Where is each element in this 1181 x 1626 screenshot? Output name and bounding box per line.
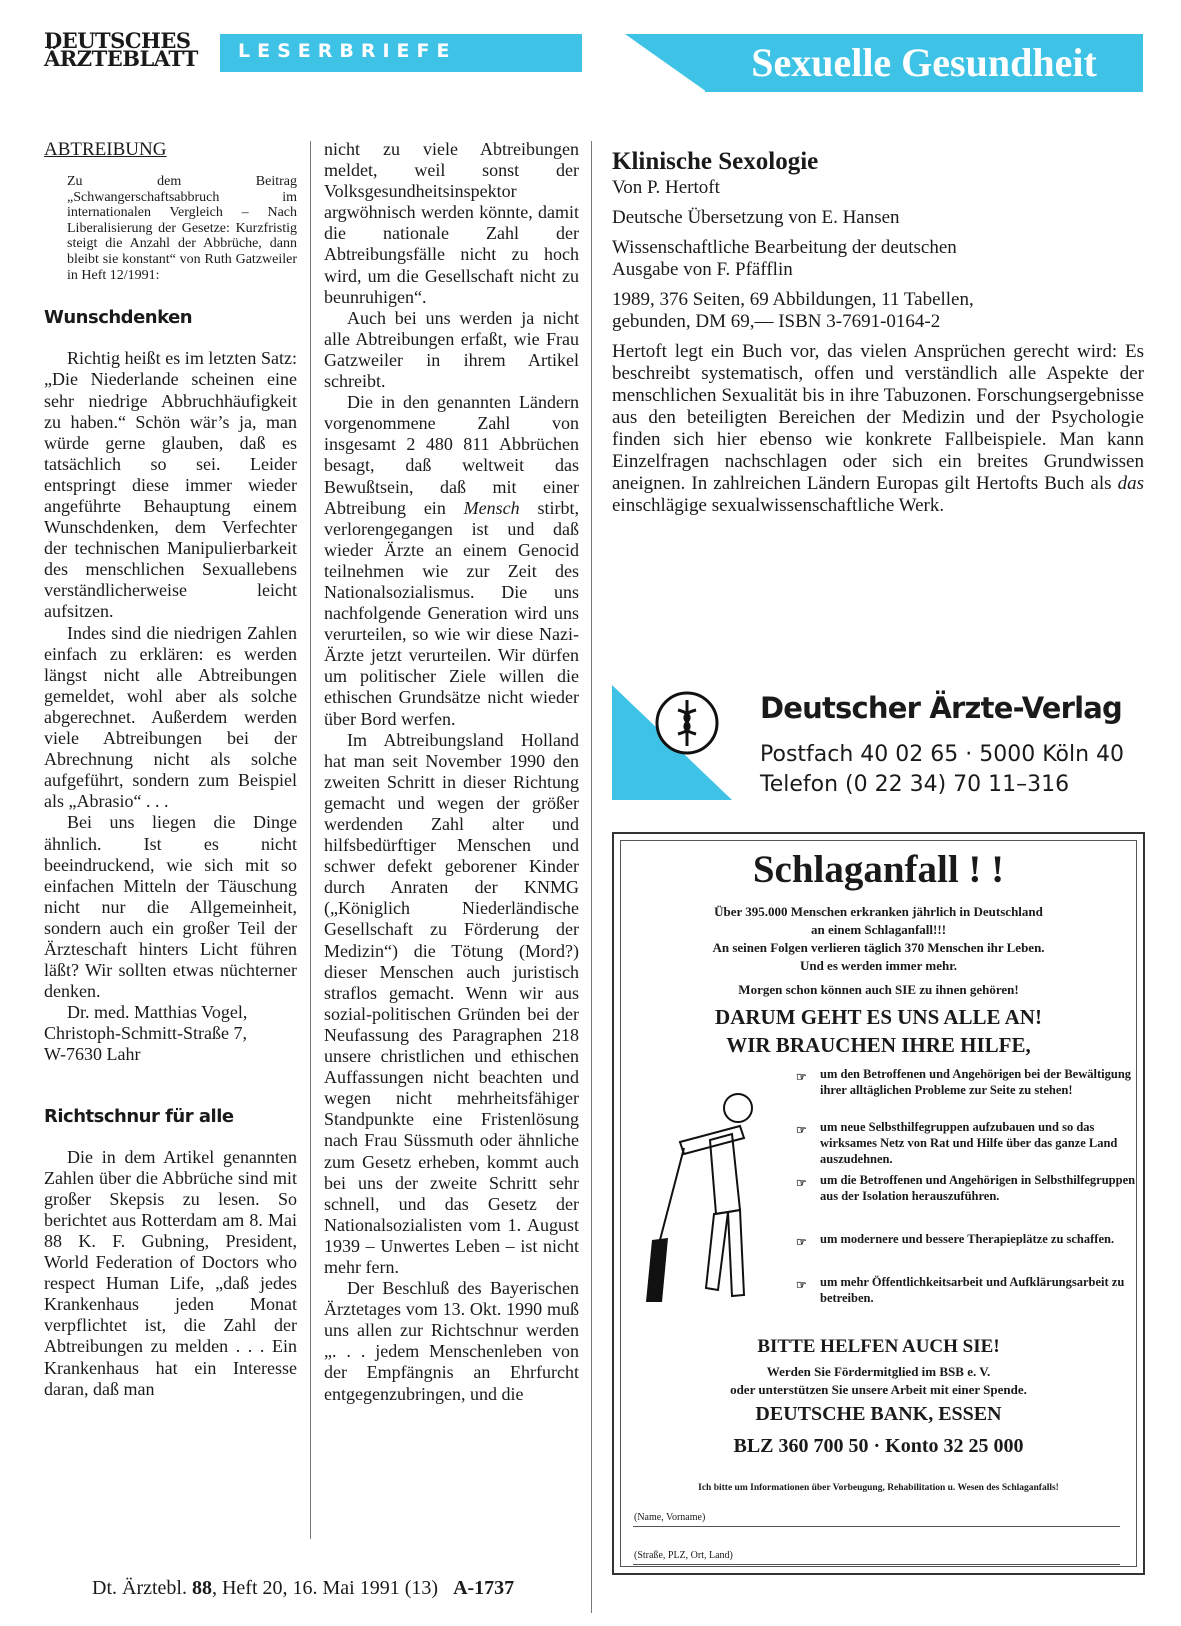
section-band <box>220 34 582 72</box>
book-description <box>612 341 1144 517</box>
book-editor: Wissenschaftliche Bearbeitung der deutschen <box>612 237 957 258</box>
footer-page: A-1737 <box>453 1577 515 1599</box>
footer-journal: Dt. Ärztebl. <box>92 1577 187 1599</box>
name-input-line[interactable] <box>633 1526 1120 1527</box>
ad-bullet: um neue Selbsthilfegruppen aufzubauen und so das wirksames Netz von Rat und Hilfe über das ganze Land auszudehnen. <box>820 1120 1118 1166</box>
topic-heading: ABTREIBUNG <box>44 139 167 160</box>
book-meta: gebunden, DM 69,— ISBN 3-7691-0164-2 <box>612 311 941 332</box>
footer-issue: , Heft 20, 16. Mai 1991 (13) <box>211 1577 439 1599</box>
publisher-name: Deutscher Ärzte-Verlag <box>760 691 1122 725</box>
pointing-hand-icon: ☞ <box>796 1123 807 1137</box>
rubric-triangle-icon <box>625 34 707 92</box>
publisher-contact <box>760 740 1124 800</box>
paragraph: Richtig heißt es im letzten Satz: „Die Niederlande scheinen eine sehr niedrige Abbruchhäufigkeit zu haben.“ Schön wär’s ja, man würde gerne glauben, daß es tatsächlich so sei. Leider entspringt diese immer wieder angeführte Behauptung einem Wunschdenken, dem Verfechter der technischen Manipulierbarkeit des menschlichen Sexuallebens verständlicherweise leicht aufsitzen. <box>44 348 297 622</box>
letter-heading: Richtschnur für alle <box>44 1105 234 1127</box>
pointing-hand-icon: ☞ <box>796 1235 807 1249</box>
letter-intro: Zu dem Beitrag „Schwangerschaftsabbruch im internationalen Vergleich – Nach Liberalisierung der Gesetze: Kurzfristig steigt die Anzahl der Abbrüche, dann bleibt sie konstant“ von Ruth Gatzweiler in Heft 12/1991: <box>67 174 297 283</box>
footer-volume: 88 <box>191 1577 212 1599</box>
paragraph: Im Abtreibungsland Holland hat man seit November 1990 den zweiten Schritt in dieser Richtung gemacht und wegen der größer werdenden Zahl alter und hilfsbedürftiger Menschen und schwer defekt geborener Kinder durch Anraten der KNMG („Königlich Niederländische Gesellschaft zu Förderung der Medizin“) die Tötung (Mord?) dieser Menschen auch juristisch straflos gemacht. Wenn wir aus sozial-politischen Gründen bei der Neufassung des Paragraphen 218 unsere christlichen und ethischen Auffassungen nicht beachten und wegen nicht mehrheitsfähiger Standpunkte eine Fristenlösung nach Frau Süssmuth oder ähnliche zum Gesetz erheben, kommt auch bei uns der zweite Schritt sehr schnell, und das Gesetz der Nationalsozialisten vom 1. August 1939 – Unwertes Leben – ist nicht mehr fern. <box>324 729 579 1277</box>
ad-text: Werden Sie Fördermitglied im BSB e. V. <box>766 1364 991 1379</box>
book-editor: Ausgabe von F. Pfäfflin <box>612 259 793 280</box>
rubric-title: Sexuelle Gesundheit <box>751 40 1097 85</box>
letters-column-2 <box>324 139 579 1405</box>
book-title: Klinische Sexologie <box>612 148 819 175</box>
form-field-label: (Name, Vorname) <box>634 1512 706 1523</box>
emphasis: Mensch <box>463 497 520 518</box>
paragraph: Auch bei uns werden ja nicht alle Abtreibungen erfaßt, wie Frau Gatzweiler in ihrem Artikel schreibt. <box>324 307 579 392</box>
pointing-hand-icon: ☞ <box>796 1278 807 1292</box>
section-label: LESERBRIEFE <box>238 40 457 62</box>
book-translation: Deutsche Übersetzung von E. Hansen <box>612 207 900 228</box>
letter-signature: Dr. med. Matthias Vogel, <box>67 1002 248 1023</box>
letter-signature: W-7630 Lahr <box>44 1044 141 1065</box>
text-run: Hertoft legt ein Buch vor, das vielen Ansprüchen gerecht wird: Es beschreibt systematisch, offen und verständlich alle Aspekte der menschlichen Sexualität bis in ihre Tabuzonen. Forschungsergebnisse aus den beteiligten Bereichen der Medizin und der Psychologie finden sich hier ebenso wie konkrete Fallbeispiele. Man kann Einzelfragen nachschlagen oder sich ein breites Grundwissen aneignen. In zahlreichen Ländern Europas gilt Hertofts Buch als <box>612 341 1144 494</box>
letters-column-1 <box>44 139 297 1400</box>
paragraph: Bei uns liegen die Dinge ähnlich. Ist es nicht beeindruckend, wie sich mit so einfachen Mitteln der Täuschung nicht nur die Allgemeinheit, sondern auch ein großer Teil der Ärzteschaft hinters Licht führen läßt? Wir sollten etwas nüchterner denken. <box>44 812 297 1002</box>
page-footer <box>92 1577 514 1600</box>
paragraph: Der Beschluß des Bayerischen Ärztetages vom 13. Okt. 1990 muß uns allen zur Richtschnur werden „. . . jedem Menschenleben von der Empfängnis an Ehrfurcht entgegenzubringen, und die <box>324 1278 579 1404</box>
column-divider <box>310 141 311 1539</box>
form-field-label: (Straße, PLZ, Ort, Land) <box>634 1550 733 1561</box>
pointing-hand-icon: ☞ <box>796 1070 807 1084</box>
book-author: Von P. Hertoft <box>612 177 720 198</box>
letter-heading: Wunschdenken <box>44 307 193 329</box>
ad-bullet: um die Betroffenen und Angehörigen in Selbsthilfegruppen aus der Isolation herauszuführen. <box>820 1173 1136 1203</box>
publisher-phone: Telefon (0 22 34) 70 11–316 <box>760 772 1070 797</box>
ad-info-request: Ich bitte um Informationen über Vorbeugung, Rehabilitation u. Wesen des Schlaganfalls! <box>698 1483 1059 1493</box>
paragraph: Indes sind die niedrigen Zahlen einfach zu erklären: es werden längst nicht alle Abtreibungen gemeldet, wohl aber als solche abgerechnet. Außerdem werden viele Abtreibungen bei der Abrechnung nicht als solche aufgeführt, sondern zum Beispiel als „Abrasio“ . . . <box>44 622 297 812</box>
ad-bullet: um mehr Öffentlichkeitsarbeit und Aufklärungsarbeit zu betreiben. <box>820 1275 1125 1305</box>
logo-line-1: DEUTSCHES <box>44 28 191 53</box>
journal-logo <box>44 28 216 71</box>
ad-account: BLZ 360 700 50 · Konto 32 25 000 <box>733 1435 1024 1457</box>
logo-line-2: ÄRZTEBLATT <box>44 46 198 71</box>
ad-text: an einem Schlaganfall!!! <box>810 922 947 937</box>
ad-bullet: um modernere und bessere Therapieplätze zu schaffen. <box>820 1232 1115 1246</box>
text-run: einschlägige sexualwissenschaftliche Werk. <box>612 495 945 516</box>
paragraph: Die in dem Artikel genannten Zahlen über die Abbrüche sind mit großer Skepsis zu lesen. So berichtet aus Rotterdam am 8. Mai 88 K. F. Gubning, President, World Federation of Doctors who respect Human Life, „daß jedes Krankenhaus jeden Monat verpflichtet ist, die Zahl der Abtreibungen zu melden . . . Ein Krankenhaus hat ein Interesse daran, daß man <box>44 1146 297 1399</box>
ad-bullet: um den Betroffenen und Angehörigen bei der Bewältigung ihrer alltäglichen Probleme zur Seite zu stehen! <box>820 1067 1132 1097</box>
book-meta: 1989, 376 Seiten, 69 Abbildungen, 11 Tabellen, <box>612 289 974 310</box>
letter-signature: Christoph-Schmitt-Straße 7, <box>44 1023 247 1044</box>
caduceus-logo-icon <box>654 690 720 756</box>
publisher-address: Postfach 40 02 65 · 5000 Köln 40 <box>760 742 1125 767</box>
address-input-line[interactable] <box>633 1564 1120 1565</box>
ad-title: Schlaganfall ! ! <box>752 848 1005 891</box>
paragraph <box>324 392 579 730</box>
paragraph: nicht zu viele Abtreibungen meldet, weil sonst der Volksgesundheitsinspektor argwöhnisch werden könnte, damit die nationale Zahl der Abtreibungsfälle nicht zu hoch wird, um die Gesellschaft nicht zu beunruhigen“. <box>324 139 579 307</box>
text-run: Die in den genannten Ländern vorgenommene Zahl von insgesamt 2 480 811 Abbrüchen besagt, daß weltweit das Bewußtsein, daß mit einer Abtreibung ein <box>324 392 579 518</box>
ad-text: Morgen schon können auch SIE zu ihnen gehören! <box>738 982 1019 997</box>
emphasis: das <box>1117 473 1145 494</box>
ad-text: Und es werden immer mehr. <box>799 958 958 973</box>
ad-call-to-action: BITTE HELFEN AUCH SIE! <box>757 1336 1000 1357</box>
ad-text: Über 395.000 Menschen erkranken jährlich in Deutschland <box>714 904 1043 919</box>
pointing-hand-icon: ☞ <box>796 1176 807 1190</box>
ad-text: oder unterstützen Sie unsere Arbeit mit einer Spende. <box>730 1382 1027 1397</box>
book-announcement <box>612 148 1145 517</box>
ad-text: An seinen Folgen verlieren täglich 370 Menschen ihr Leben. <box>712 940 1045 955</box>
stick-figure-cane-icon <box>640 1090 770 1305</box>
ad-headline: WIR BRAUCHEN IHRE HILFE, <box>726 1033 1031 1057</box>
column-divider <box>591 141 592 1613</box>
text-run: stirbt, verlorengegangen ist und daß wieder Ärzte an einem Genocid teilnehmen wie zur Zeit des Nationalsozialismus. Die uns nachfolgende Generation wird uns verurteilen, so wie wir diese Nazi-Ärzte jetzt verurteilen. Wir dürfen um politischer Ziele willen die ethischen Grundsätze nicht wieder über Bord werfen. <box>324 497 580 729</box>
ad-headline: DARUM GEHT ES UNS ALLE AN! <box>715 1005 1042 1029</box>
ad-bank: DEUTSCHE BANK, ESSEN <box>755 1403 1002 1425</box>
